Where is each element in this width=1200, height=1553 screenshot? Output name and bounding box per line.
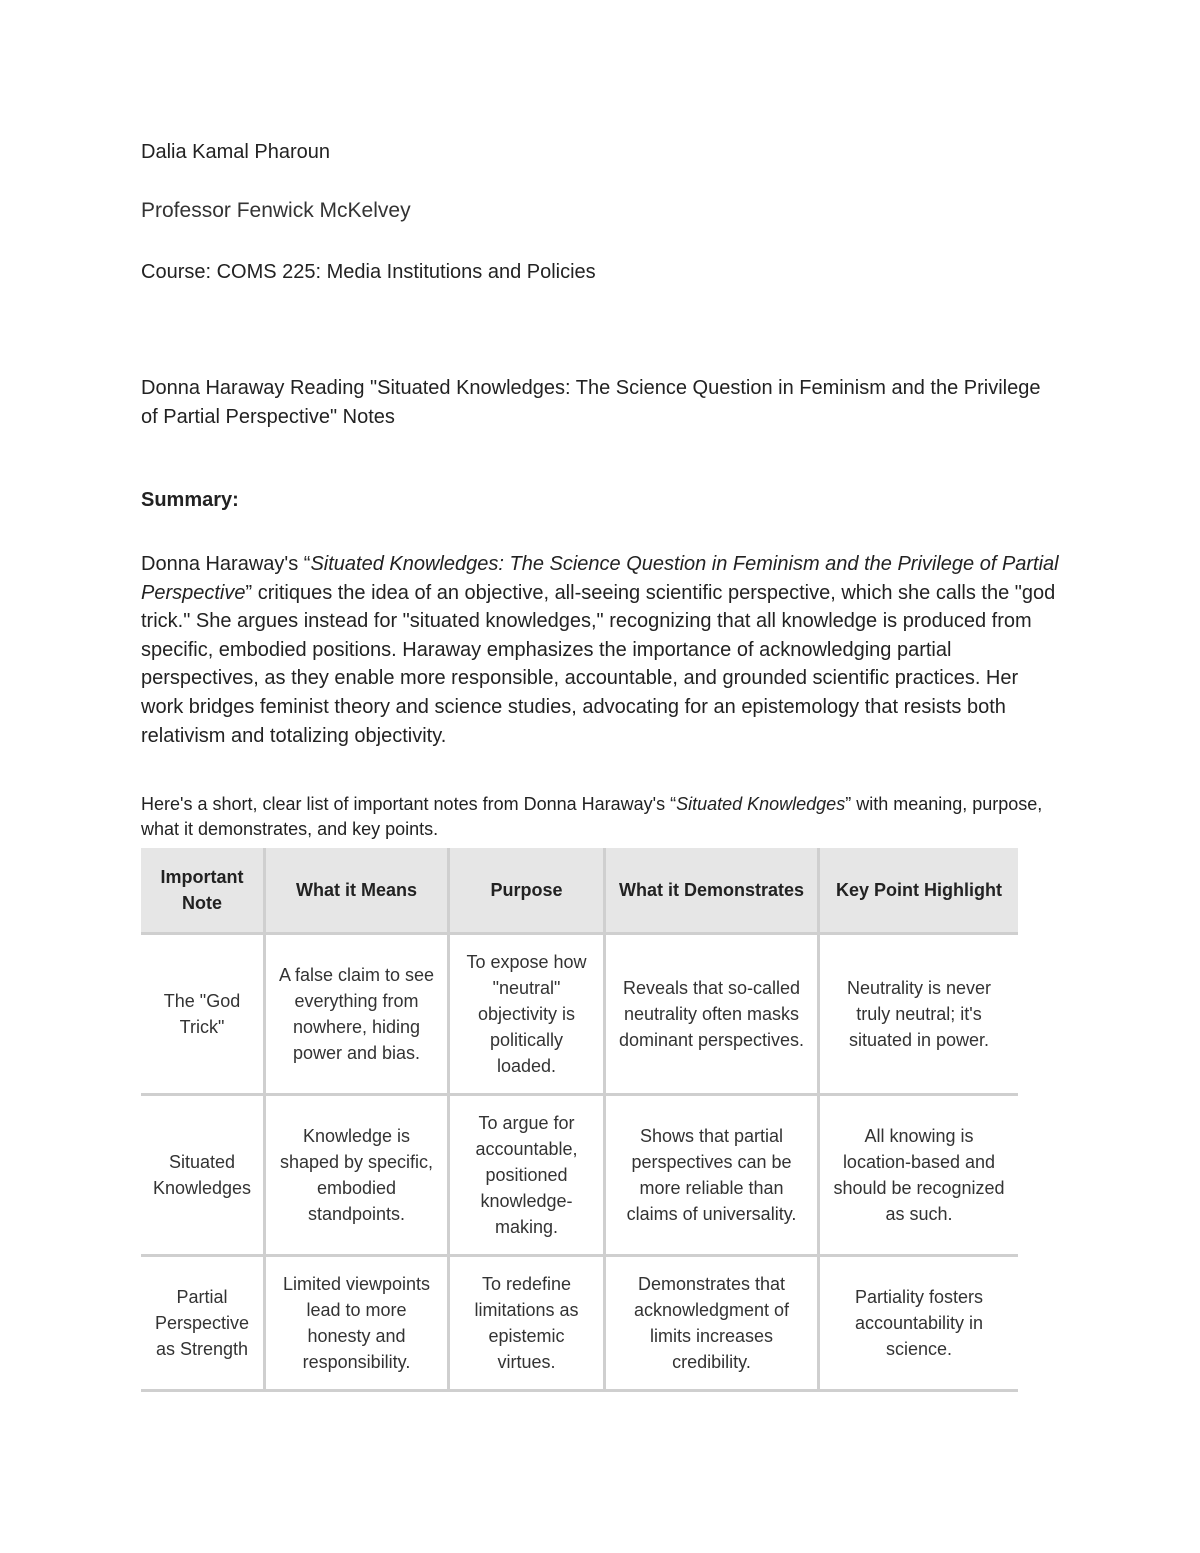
notes-table (141, 848, 1018, 1392)
summary-body-text: ” critiques the idea of an objective, all-seeing scientific perspective, which she calls the "god trick." She argues instead for "situated knowledges," recognizing that all knowledge is produced from specific, embodied positions. Haraway emphasizes the importance of acknowledging partial perspectives, as they enable more responsible, accountable, and grounded scientific practices. Her work bridges feminist theory and science studies, advocating for an epistemology that resists both relativism and totalizing objectivity. (141, 581, 1056, 747)
summary-prefix: Donna Haraway's “ (141, 553, 311, 575)
header-purpose: Purpose (449, 848, 605, 934)
header-important-note: Important Note (141, 848, 265, 934)
header-what-it-demonstrates: What it Demonstrates (605, 848, 819, 934)
table-cell: All knowing is location-based and should be recognized as such. (819, 1095, 1019, 1256)
table-intro (141, 792, 1061, 842)
intro-prefix: Here's a short, clear list of important notes from Donna Haraway's “ (141, 794, 677, 814)
table-row (141, 1095, 1018, 1256)
table-cell: Shows that partial perspectives can be more reliable than claims of universality. (605, 1095, 819, 1256)
header-key-point: Key Point Highlight (819, 848, 1019, 934)
table-cell: To redefine limitations as epistemic virtues. (449, 1256, 605, 1391)
document-title: Donna Haraway Reading "Situated Knowledges: The Science Question in Feminism and the Privilege of Partial Perspective" Notes (141, 377, 1041, 428)
table-cell: Reveals that so-called neutrality often masks dominant perspectives. (605, 934, 819, 1095)
table-cell: Demonstrates that acknowledgment of limits increases credibility. (605, 1256, 819, 1391)
author-name: Dalia Kamal Pharoun (141, 141, 330, 163)
intro-suffix: ” with meaning, purpose, what it demonstrates, and key points. (141, 794, 1043, 839)
table-cell: Limited viewpoints lead to more honesty and responsibility. (265, 1256, 449, 1391)
table-row (141, 934, 1018, 1095)
table-cell: To argue for accountable, positioned knowledge-making. (449, 1095, 605, 1256)
header-what-it-means: What it Means (265, 848, 449, 934)
table-cell: To expose how "neutral" objectivity is politically loaded. (449, 934, 605, 1095)
table-cell: Partial Perspective as Strength (141, 1256, 265, 1391)
summary-paragraph (141, 550, 1061, 750)
table-cell: Neutrality is never truly neutral; it's situated in power. (819, 934, 1019, 1095)
table-cell: A false claim to see everything from nowhere, hiding power and bias. (265, 934, 449, 1095)
course-name: Course: COMS 225: Media Institutions and Policies (141, 261, 596, 283)
table-header-row (141, 848, 1018, 934)
table-cell: Partiality fosters accountability in science. (819, 1256, 1019, 1391)
summary-heading: Summary: (141, 489, 239, 511)
summary-italic-title: Situated Knowledges: The Science Question in Feminism and the Privilege of Partial Perspective (141, 553, 1059, 604)
table-cell: The "God Trick" (141, 934, 265, 1095)
table-cell: Situated Knowledges (141, 1095, 265, 1256)
table-row (141, 1256, 1018, 1391)
professor-name: Professor Fenwick McKelvey (141, 199, 411, 222)
intro-italic: Situated Knowledges (676, 794, 846, 814)
table-cell: Knowledge is shaped by specific, embodied standpoints. (265, 1095, 449, 1256)
